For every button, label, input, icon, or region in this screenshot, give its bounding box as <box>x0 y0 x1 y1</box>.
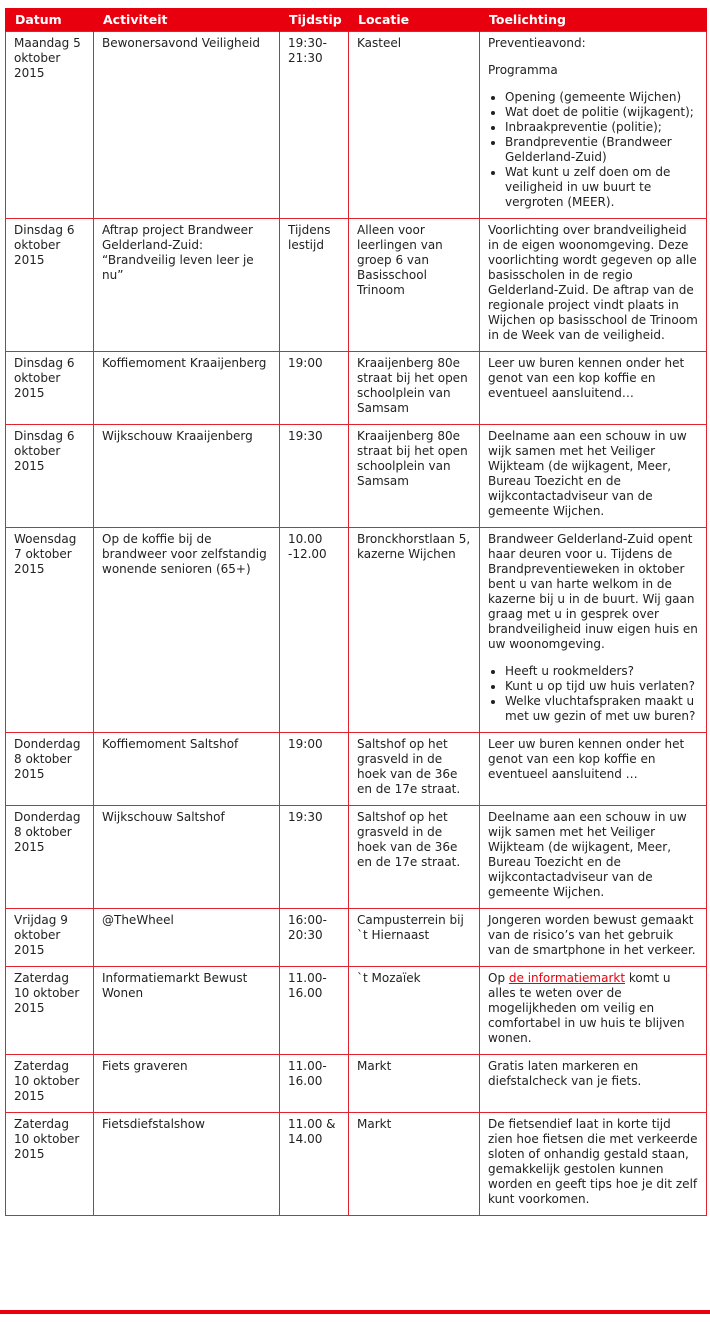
cell-activiteit: Wijkschouw Saltshof <box>94 806 280 909</box>
cell-datum: Dinsdag 6 oktober 2015 <box>6 219 94 352</box>
cell-toelichting <box>480 733 707 806</box>
toelichting-list <box>488 90 698 210</box>
header-locatie: Locatie <box>349 8 480 32</box>
list-item: • Brandpreventie (Brandweer Gelderland-Zuid) <box>505 135 698 165</box>
table-row <box>6 219 707 352</box>
cell-tijdstip: Tijdens lestijd <box>280 219 349 352</box>
cell-activiteit: Informatiemarkt Bewust Wonen <box>94 967 280 1055</box>
table-header <box>6 8 707 32</box>
cell-activiteit: @TheWheel <box>94 909 280 967</box>
table-row <box>6 909 707 967</box>
cell-toelichting <box>480 967 707 1055</box>
cell-locatie: Markt <box>349 1055 480 1113</box>
cell-locatie: Alleen voor leerlingen van groep 6 van Basisschool Trinoom <box>349 219 480 352</box>
table-row <box>6 806 707 909</box>
activity-schedule-table <box>5 8 707 1216</box>
cell-locatie: Bronckhorstlaan 5, kazerne Wijchen <box>349 528 480 733</box>
header-activiteit: Activiteit <box>94 8 280 32</box>
cell-datum: Woensdag 7 oktober 2015 <box>6 528 94 733</box>
table-row <box>6 528 707 733</box>
cell-activiteit: Aftrap project Brandweer Gelderland-Zuid: “Brandveilig leven leer je nu” <box>94 219 280 352</box>
cell-toelichting <box>480 528 707 733</box>
cell-datum: Dinsdag 6 oktober 2015 <box>6 352 94 425</box>
table-row <box>6 733 707 806</box>
toelichting-paragraph: Leer uw buren kennen onder het genot van een kop koffie en eventueel aansluitend… <box>488 356 685 400</box>
toelichting-paragraph: Preventieavond: <box>488 36 586 50</box>
toelichting-paragraph: Voorlichting over brandveiligheid in de eigen woonomgeving. Deze voorlichting wordt gegeven op alle basisscholen in de regio Gelderland-Zuid. De aftrap van de regionale project vindt plaats in Wijchen op basisschool de Trinoom in de Week van de veiligheid. <box>488 223 698 342</box>
header-row <box>6 8 707 32</box>
toelichting-paragraph: Jongeren worden bewust gemaakt van de risico’s van het gebruik van de smartphone in het verkeer. <box>488 913 696 957</box>
table-body <box>6 32 707 1216</box>
cell-datum: Zaterdag 10 oktober 2015 <box>6 1113 94 1216</box>
toelichting-paragraph: Leer uw buren kennen onder het genot van een kop koffie en eventueel aansluitend … <box>488 737 685 781</box>
header-tijdstip: Tijdstip <box>280 8 349 32</box>
cell-tijdstip: 19:30-21:30 <box>280 32 349 219</box>
cell-tijdstip: 11.00 & 14.00 <box>280 1113 349 1216</box>
toelichting-paragraph: Gratis laten markeren en diefstalcheck van je fiets. <box>488 1059 642 1088</box>
cell-activiteit: Koffiemoment Kraaijenberg <box>94 352 280 425</box>
cell-toelichting <box>480 1113 707 1216</box>
toelichting-paragraph: Programma <box>488 63 558 77</box>
list-item: • Welke vluchtafspraken maakt u met uw gezin of met uw buren? <box>505 694 698 724</box>
table-row <box>6 967 707 1055</box>
toelichting-text: Op <box>488 971 509 985</box>
cell-locatie: Campusterrein bij `t Hiernaast <box>349 909 480 967</box>
list-item: • Wat kunt u zelf doen om de veiligheid in uw buurt te vergroten (MEER). <box>505 165 698 210</box>
cell-datum: Donderdag 8 oktober 2015 <box>6 733 94 806</box>
cell-toelichting <box>480 425 707 528</box>
cell-tijdstip: 19:00 <box>280 352 349 425</box>
informatiemarkt-link[interactable]: de informatiemarkt <box>508 971 626 985</box>
cell-locatie: Kraaijenberg 80e straat bij het open schoolplein van Samsam <box>349 352 480 425</box>
cell-locatie: Saltshof op het grasveld in de hoek van de 36e en de 17e straat. <box>349 733 480 806</box>
list-item: • Inbraakpreventie (politie); <box>505 120 698 135</box>
cell-datum: Donderdag 8 oktober 2015 <box>6 806 94 909</box>
cell-locatie: `t Mozaïek <box>349 967 480 1055</box>
table-row <box>6 1055 707 1113</box>
cell-datum: Dinsdag 6 oktober 2015 <box>6 425 94 528</box>
header-datum: Datum <box>6 8 94 32</box>
cell-toelichting <box>480 32 707 219</box>
list-item: • Heeft u rookmelders? <box>505 664 698 679</box>
cell-locatie: Saltshof op het grasveld in de hoek van de 36e en de 17e straat. <box>349 806 480 909</box>
cell-tijdstip: 19:00 <box>280 733 349 806</box>
cell-activiteit: Wijkschouw Kraaijenberg <box>94 425 280 528</box>
footer-divider <box>0 1310 710 1314</box>
cell-datum: Maandag 5 oktober 2015 <box>6 32 94 219</box>
toelichting-paragraph <box>488 971 698 1046</box>
table-row <box>6 32 707 219</box>
cell-tijdstip: 11.00-16.00 <box>280 967 349 1055</box>
list-item: • Opening (gemeente Wijchen) <box>505 90 698 105</box>
toelichting-paragraph: Deelname aan een schouw in uw wijk samen met het Veiliger Wijkteam (de wijkagent, Meer, Bureau Toezicht en de wijkcontactadviseur van de gemeente Wijchen. <box>488 810 687 899</box>
toelichting-paragraph: De fietsendief laat in korte tijd zien hoe fietsen die met verkeerde sloten of onhandig gestald staan, gemakkelijk gestolen kunnen worden en geeft tips hoe je dit zelf kunt voorkomen. <box>488 1117 698 1206</box>
cell-toelichting <box>480 219 707 352</box>
cell-locatie: Kasteel <box>349 32 480 219</box>
cell-locatie: Kraaijenberg 80e straat bij het open schoolplein van Samsam <box>349 425 480 528</box>
cell-tijdstip: 11.00-16.00 <box>280 1055 349 1113</box>
cell-datum: Zaterdag 10 oktober 2015 <box>6 967 94 1055</box>
cell-toelichting <box>480 806 707 909</box>
table-row <box>6 425 707 528</box>
toelichting-paragraph: Deelname aan een schouw in uw wijk samen met het Veiliger Wijkteam (de wijkagent, Meer, Bureau Toezicht en de wijkcontactadviseur van de gemeente Wijchen. <box>488 429 687 518</box>
table-row <box>6 352 707 425</box>
header-toelichting: Toelichting <box>480 8 707 32</box>
cell-tijdstip: 19:30 <box>280 425 349 528</box>
toelichting-text: komt u alles te weten over de mogelijkheden om veilig en comfortabel in uw huis te blijven wonen. <box>488 971 685 1045</box>
cell-activiteit: Koffiemoment Saltshof <box>94 733 280 806</box>
cell-tijdstip: 16:00-20:30 <box>280 909 349 967</box>
cell-datum: Vrijdag 9 oktober 2015 <box>6 909 94 967</box>
list-item: • Kunt u op tijd uw huis verlaten? <box>505 679 698 694</box>
cell-toelichting <box>480 1055 707 1113</box>
list-item: • Wat doet de politie (wijkagent); <box>505 105 698 120</box>
table-row <box>6 1113 707 1216</box>
cell-toelichting <box>480 352 707 425</box>
cell-locatie: Markt <box>349 1113 480 1216</box>
cell-tijdstip: 19:30 <box>280 806 349 909</box>
cell-datum: Zaterdag 10 oktober 2015 <box>6 1055 94 1113</box>
cell-tijdstip: 10.00 -12.00 <box>280 528 349 733</box>
cell-activiteit: Fiets graveren <box>94 1055 280 1113</box>
toelichting-list <box>488 664 698 724</box>
toelichting-paragraph: Brandweer Gelderland-Zuid opent haar deuren voor u. Tijdens de Brandpreventieweken in oktober bent u van harte welkom in de kazerne bij u in de buurt. Wij gaan graag met u in gesprek over brandveiligheid inuw eigen huis en uw woonomgeving. <box>488 532 698 651</box>
cell-activiteit: Op de koffie bij de brandweer voor zelfstandig wonende senioren (65+) <box>94 528 280 733</box>
cell-activiteit: Fietsdiefstalshow <box>94 1113 280 1216</box>
cell-activiteit: Bewonersavond Veiligheid <box>94 32 280 219</box>
cell-toelichting <box>480 909 707 967</box>
